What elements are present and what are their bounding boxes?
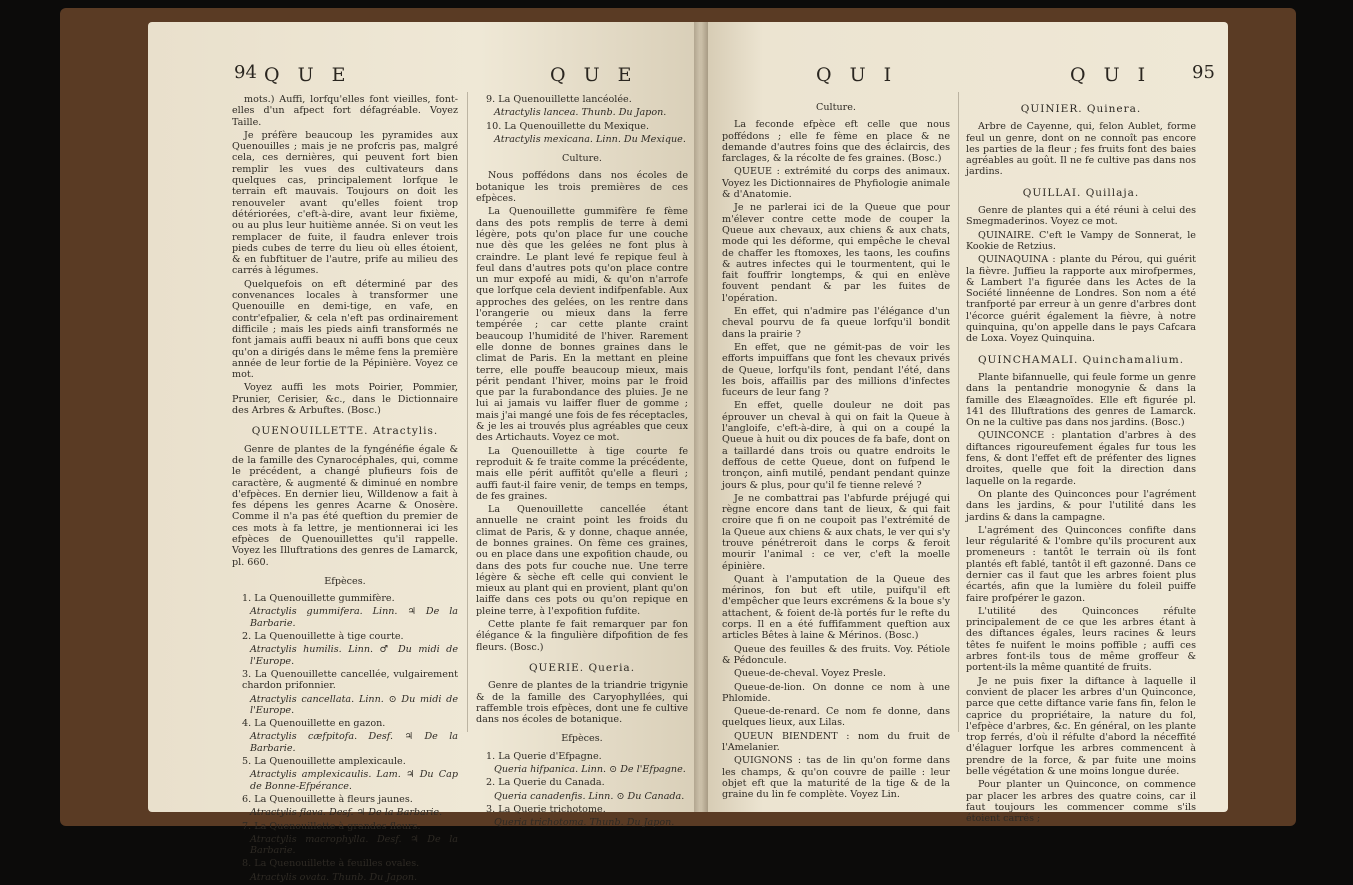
paragraph: Queue des feuilles & des fruits. Voy. Pétiole & Pédoncule. [722, 643, 950, 666]
species-latin-name: Atractylis amplexicaulis. Lam. ♃ Du Cap de Bonne-Efpérance. [250, 769, 458, 792]
species-latin-name: Atractylis macrophylla. Desf. ♃ De la Barbarie. [250, 833, 458, 857]
paragraph: La feconde efpèce eft celle que nous poffédons ; elle fe fème en place & ne demande d'autres foins que des éclaircis, des farclages, & la récolte de fes graines. (Bosc.) [722, 119, 950, 165]
right-page [700, 22, 1228, 825]
paragraph: Plante bifannuelle, qui feule forme un genre dans la pentandrie monogynie & dans la famille des Elæagnoïdes. Elle eft figurée pl. 141 des Illuftrations des genres de Lamarck. On ne la cultive pas dans nos jardins. (Bosc.) [966, 371, 1196, 429]
entry-heading: QUERIE. Queria. [528, 661, 636, 674]
species-latin-name: Queria hifpanica. Linn. ⊙ De l'Efpagne. [494, 764, 686, 776]
text-column [476, 94, 688, 831]
paragraph: Nous poffédons dans nos écoles de botanique les trois premières de ces efpèces. [476, 170, 688, 205]
section-heading: Culture. [816, 102, 856, 113]
entry-heading: QUENOUILLETTE. Atractylis. [251, 425, 439, 438]
paragraph: QUEUN BIENDENT : nom du fruit de l'Amelanier. [722, 730, 950, 754]
section-heading: Efpèces. [561, 733, 603, 745]
running-head: Q U E [550, 64, 638, 86]
species-name: 1. La Quenouillette gummifère. [242, 593, 395, 605]
paragraph: La Quenouillette à tige courte fe reproduit & fe traite comme la précédente, mais elle périt auffitôt qu'elle a fleuri ; auffi faut-il faire venir, de temps en temps, de fes graines. [476, 445, 688, 502]
paragraph: QUINAQUINA : plante du Pérou, qui guérit la fièvre. Juffieu la rapporte aux mirofpermes, & Lambert l'a figurée dans les Actes de la Société linnéenne de Londres. Son nom a été tranfporté par erreur à un genre d'arbres dont l'écorce guérit également la fièvre, à notre quinquina, qu'on appelle dans le pays Cafcara de Loxa. Voyez Quinquina. [966, 254, 1196, 345]
paragraph: Arbre de Cayenne, qui, felon Aublet, forme feul un genre, dont on ne connoît pas encore les parties de la fleur ; fes fruits font des baies agréables au goût. Il ne fe cultive pas dans nos jardins. [966, 121, 1196, 178]
page-number: 95 [1192, 62, 1215, 83]
column-rule [467, 92, 468, 732]
paragraph: Quelquefois on eft déterminé par des convenances locales à transformer une Quenouille en demi-tige, en vafe, en contr'efpalier, & cela n'eft pas ordinairement difficile ; mais les pieds ainfi transformés ne font jamais auffi beaux ni auffi bons que ceux qu'on a dirigés dans le même fens la première année de leur fortie de la Pépinière. Voyez ce mot. [232, 278, 458, 381]
paragraph: L'agrément des Quinconces confifte dans leur régularité & l'ombre qu'ils procurent aux promeneurs : tantôt le terrain où ils font plantés eft fablé, tantôt il eft gazonné. Dans ce dernier cas il faut que les arbres foient plus écartés, afin que la lumière du foleil puiffe faire profpérer le gazon. [966, 524, 1196, 604]
species-name: 6. La Quenouillette à fleurs jaunes. [242, 793, 413, 805]
species-name: 3. La Quenouillette cancellée, vulgairement chardon prifonnier. [242, 668, 458, 692]
entry-heading: QUINCHAMALI. Quinchamalium. [977, 353, 1185, 366]
running-head: Q U I [816, 64, 898, 86]
paragraph: En effet, quelle douleur ne doit pas éprouver un cheval à qui on fait la Queue à l'angloife, c'eft-à-dire, à qui on a coupé la Queue à huit ou dix pouces de fa bafe, dont on a taillardé dans trois ou quatre endroits le deffous de cette Queue, dont on fufpend le tronçon, ainfi mutilé, pendant pendant quinze jours & plus, pour qu'il fe tienne relevé ? [722, 400, 950, 491]
species-name: 1. La Querie d'Efpagne. [486, 750, 602, 762]
species-latin-name: Queria canadenfis. Linn. ⊙ Du Canada. [494, 790, 685, 802]
species-latin-name: Atractylis cæfpitofa. Desf. ♃ De la Barbarie. [250, 731, 458, 754]
book-gutter [694, 22, 708, 812]
left-page [148, 22, 700, 883]
species-latin-name: Atractylis lancea. Thunb. Du Japon. [494, 107, 667, 119]
species-name: 5. La Quenouillette amplexicaule. [242, 756, 406, 768]
species-name: 3. La Querie trichotome. [486, 803, 606, 815]
paragraph: Quant à l'amputation de la Queue des mérinos, fon but eft utile, puifqu'il eft d'empêcher que leurs excrémens & la boue s'y attachent, & foient de-là portés fur le refte du corps. Il en a été fuffifamment queftion aux articles Bêtes à laine & Mérinos. (Bosc.) [722, 573, 950, 642]
paragraph: Je ne parlerai ici de la Queue que pour m'élever contre cette mode de couper la Queue aux chevaux, aux chiens & aux chats, mode qui les déforme, qui empêche le cheval de chaffer les ftomoxes, les taons, les coufins & autres infectes qui le tourmentent, qui le fait fouffrir longtemps, & qui en enlève fouvent pendant & par les fuites de l'opération. [722, 202, 950, 304]
paragraph: L'utilité des Quinconces réfulte principalement de ce que les arbres étant à des diftances égales, leurs racines & leurs têtes fe nuifent le moins poffible ; auffi ces arbres font-ils tous de même groffeur & portent-ils la même quantité de fruits. [966, 605, 1196, 674]
paragraph: Cette plante fe fait remarquer par fon élégance & la fingulière difpofition de fes fleurs. (Bosc.) [476, 619, 688, 653]
species-latin-name: Atractylis gummifera. Linn. ♃ De la Barbarie. [250, 606, 458, 629]
paragraph: La Quenouillette gummifère fe fème dans des pots remplis de terre à demi légère, pots qu'on place fur une couche nue dès que les gelées ne font plus à craindre. Le plant levé fe repique feul à feul dans d'autres pots qu'on place contre un mur expofé au midi, & qu'on n'arrofe que lorfque cela devient indifpenfable. Aux approches des gelées, on les rentre dans l'orangerie ou mieux dans la ferre tempérée ; car cette plante craint beaucoup l'humidité de l'hiver. Rarement elle donne de bonnes graines dans le climat de Paris. En la mettant en pleine terre, elle pouffe beaucoup mieux, mais périt pendant l'hiver, moins par le froid que par la furabondance des pluies. Je ne lui ai jamais vu laiffer fluer de gomme ; mais j'ai mangé une fois de fes réceptacles, & je les ai trouvés plus agréables que ceux des Artichauts. Voyez ce mot. [476, 206, 688, 444]
species-latin-name: Queria trichotoma. Thunb. Du Japon. [494, 817, 675, 829]
species-name: 4. La Quenouillette en gazon. [242, 718, 386, 730]
paragraph: Je ne combattrai pas l'abfurde préjugé qui règne encore dans tant de lieux, & qui fait croire que fi on ne coupoit pas l'extrémité de la Queue aux chiens & aux chats, le ver qui s'y trouve pénétreroit dans le corps & feroit mourir l'animal : ce ver, c'eft la moelle épinière. [722, 492, 950, 572]
section-heading: Efpèces. [324, 575, 366, 587]
paragraph: Je préfère beaucoup les pyramides aux Quenouilles ; mais je ne profcris pas, malgré cela, ces dernières, qui peuvent fort bien remplir les vues des cultivateurs dans quelques cas, principalement lorfque le terrain eft mauvais. Toujours on doit les renouveler avant qu'elles foient trop détériorées, c'eft-à-dire, avant leur fixième, ou au plus leur huitième année. Si on veut les remplacer de fuite, il faudra enlever trois pieds cubes de terre du lieu où elles étoient, & en fubftituer de l'autre, prife au milieu des carrés à légumes. [232, 129, 458, 277]
text-column [722, 94, 950, 803]
paragraph: Genre de plantes qui a été réuni à celui des Smegmaderinos. Voyez ce mot. [966, 205, 1196, 228]
paragraph: Genre de plantes de la triandrie trigynie & de la famille des Caryophyllées, qui raffemble trois efpèces, dont une fe cultive dans nos écoles de botanique. [476, 680, 688, 726]
entry-heading: QUINIER. Quinera. [1020, 103, 1142, 115]
species-name: 2. La Querie du Canada. [486, 777, 605, 789]
species-latin-name: Atractylis humilis. Linn. ♂ Du midi de l'Europe. [250, 644, 458, 667]
species-latin-name: Atractylis mexicana. Linn. Du Mexique. [494, 133, 686, 145]
species-name: 9. La Quenouillette lancéolée. [486, 94, 632, 105]
paragraph: En effet, qui n'admire pas l'élégance d'un cheval pourvu de fa queue lorfqu'il bondit dans la prairie ? [722, 306, 950, 340]
species-name: 8. La Quenouillette à feuilles ovales. [242, 858, 420, 870]
text-column [232, 94, 458, 885]
paragraph: Queue-de-cheval. Voyez Presle. [734, 668, 886, 680]
species-latin-name: Atractylis flava. Desf. ♃ De la Barbarie. [250, 807, 443, 819]
paragraph: Queue-de-lion. On donne ce nom à une Phlomide. [722, 681, 950, 704]
paragraph: La Quenouillette cancellée étant annuelle ne craint point les froids du climat de Paris, & y donne, chaque année, de bonnes graines. On fème ces graines, ou en place dans une expofition chaude, ou dans des pots fur couche nue. Une terre légère & sèche eft celle qui convient le mieux au plant qui en provient, plant qu'on laiffe dans ces pots ou qu'on repique en pleine terre, à l'expofition fufdite. [476, 504, 688, 617]
running-head: Q U E [264, 64, 352, 86]
paragraph: Genre de plantes de la fyngénéfie égale & de la famille des Cynarocéphales, qui, comme le précédent, a changé plufieurs fois de caractère, & augmenté & diminué en nombre d'efpèces. En dernier lieu, Willdenow a fait à fes dépens les genres Acarne & Onosère. Comme il n'a pas été queftion du premier de ces mots à fa lettre, je mentionnerai ici les efpèces de Quenouillettes qu'il rappelle. Voyez les Illuftrations des genres de Lamarck, pl. 660. [232, 443, 458, 568]
species-name: 7. La Quenouillette à grandes fleurs. [242, 820, 421, 832]
paragraph: Pour planter un Quinconce, on commence par placer les arbres des quatre coins, car il faut toujours les commencer comme s'ils étoient carrés ; [966, 779, 1196, 825]
paragraph: Queue-de-renard. Ce nom fe donne, dans quelques lieux, aux Lilas. [722, 706, 950, 729]
paragraph: QUIGNONS : tas de lin qu'on forme dans les champs, & qu'on couvre de paille : leur objet eft que la maturité de la tige & de la graine du lin fe complète. Voyez Lin. [722, 755, 950, 801]
species-name: 10. La Quenouillette du Mexique. [486, 120, 650, 132]
paragraph: QUINAIRE. C'eft le Vampy de Sonnerat, le Kookie de Retzius. [966, 229, 1196, 252]
paragraph: On plante des Quinconces pour l'agrément dans les jardins, & pour l'utilité dans les jardins & dans la campagne. [966, 488, 1196, 523]
paragraph: mots.) Auffi, lorfqu'elles font vieilles, font-elles d'un afpect fort défagréable. Voyez Taille. [232, 94, 458, 128]
entry-heading: QUILLAI. Quillaja. [1022, 186, 1140, 199]
species-latin-name: Atractylis cancellata. Linn. ⊙ Du midi de l'Europe. [250, 693, 458, 716]
page-number: 94 [234, 62, 257, 83]
running-head: Q U I [1070, 64, 1152, 86]
column-rule [958, 92, 959, 732]
species-name: 2. La Quenouillette à tige courte. [242, 631, 404, 643]
paragraph: Je ne puis fixer la diftance à laquelle il convient de placer les arbres d'un Quinconce, parce que cette diftance varie fans fin, felon le caprice du propriétaire, la nature du fol, l'efpèce d'arbres, &c. En général, on les plante trop ferrés, d'où il réfulte d'abord la néceffité d'élaguer lorfque les arbres commencent à prendre de la force, & par fuite une moins belle végétation & une moins longue durée. [966, 675, 1196, 778]
section-heading: Culture. [562, 153, 602, 165]
paragraph: QUEUE : extrémité du corps des animaux. Voyez les Dictionnaires de Phyfiologie animale & d'Anatomie. [722, 166, 950, 201]
paragraph: QUINCONCE : plantation d'arbres à des diftances rigoureufement égales fur tous les fens, & dont l'effet eft de préfenter des lignes droites, quelle que foit la direction dans laquelle on la regarde. [966, 430, 1196, 487]
species-latin-name: Atractylis ovata. Thunb. Du Japon. [250, 871, 418, 883]
paragraph: Voyez auffi les mots Poirier, Pommier, Prunier, Cerisier, &c., dans le Dictionnaire des Arbres & Arbuftes. (Bosc.) [232, 382, 458, 417]
paragraph: En effet, que ne gémit-pas de voir les efforts impuiffans que font les chevaux privés de Queue, lorfqu'ils font, pendant l'été, dans les bois, affaillis par des millions d'infectes fuceurs de leur fang ? [722, 341, 950, 399]
text-column [966, 94, 1196, 827]
